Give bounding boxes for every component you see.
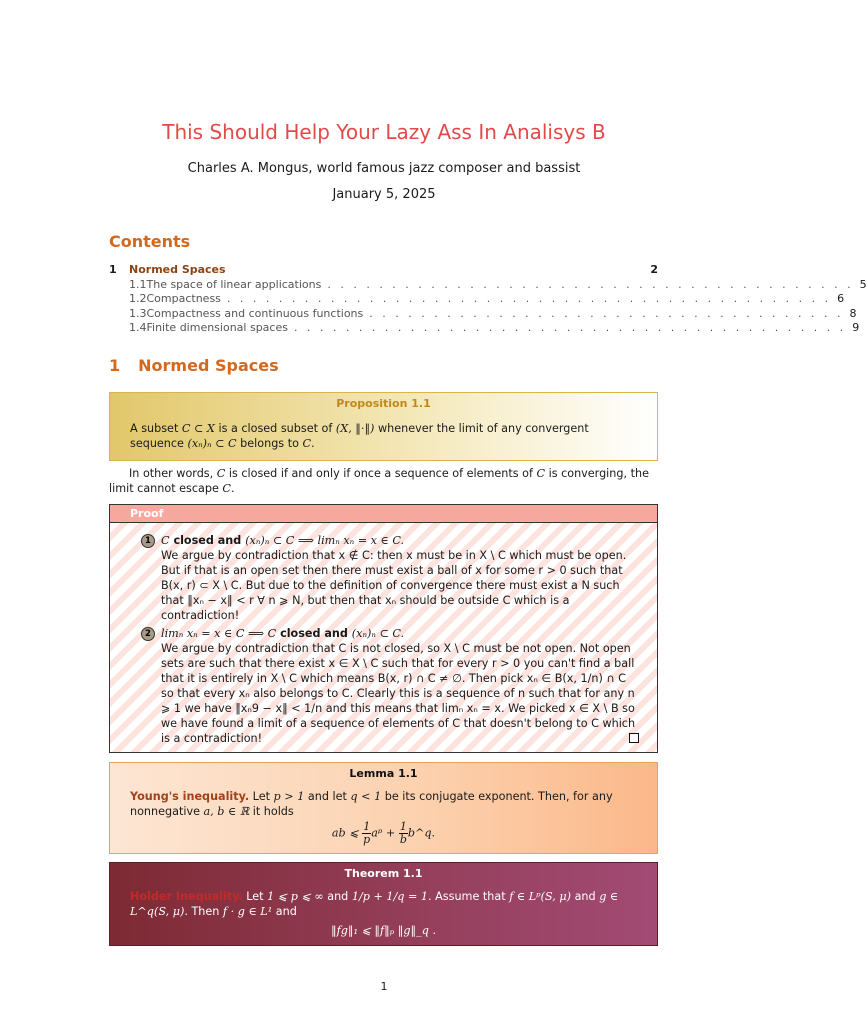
toc-entry[interactable]	[109, 292, 845, 307]
lemma-body	[110, 781, 657, 846]
text: .	[230, 482, 235, 495]
page-number: 1	[380, 980, 388, 993]
numerator: 1	[363, 820, 371, 833]
math: C	[222, 482, 231, 495]
text: it holds	[249, 805, 294, 818]
toc-label: Compactness and continuous functions	[146, 306, 364, 320]
text: Let	[242, 890, 268, 903]
text: belongs to	[236, 437, 303, 450]
proposition-box	[109, 392, 658, 461]
text: and	[323, 890, 352, 903]
document-date: January 5, 2025	[332, 187, 436, 202]
toc-page: 6	[837, 292, 845, 305]
text: is converging, the limit cannot escape	[109, 467, 649, 495]
proof-body	[110, 523, 657, 746]
fraction	[362, 821, 371, 846]
text: whenever the limit of any convergent sequence	[130, 422, 589, 450]
math: C	[536, 467, 546, 480]
math: 1 ⩽ p ⩽ ∞	[267, 890, 324, 903]
math: 1/p + 1/q = 1	[351, 890, 429, 903]
section-heading	[109, 356, 279, 375]
contents-heading: Contents	[109, 232, 191, 251]
proof-item-text: We argue by contradiction that C is not closed, so X \ C must be not open. Not open sets are such that there exist x ∈ X \ C such that for every r > 0 you can't find a ball that it is entirely in X \ C which means B(x, r) ∩ C ≠ ∅. Then pick xₙ ∈ B(x, 1/n) ∩ C so that every xₙ also belongs to C. Clearly this is a sequence of n such that for any n ⩾ 1 we have ‖xₙ9 − x‖ < 1/n and this means that limₙ xₙ = x. We picked x ∈ X \ B so we have found a limit of a sequence of elements of C that doesn't belong to C which is a contradiction!	[161, 642, 636, 745]
text: . Then	[184, 905, 223, 918]
proposition-title: Proposition 1.1	[336, 397, 431, 410]
table-of-contents	[109, 263, 867, 336]
lemma-box	[109, 762, 658, 854]
text: be its conjugate exponent. Then, for any nonnegative	[130, 790, 613, 818]
theorem-body	[110, 881, 657, 938]
text: A subset	[130, 422, 182, 435]
toc-page: 2	[650, 263, 658, 276]
math: (xₙ)ₙ ⊂ C	[187, 437, 237, 450]
author-line: Charles A. Mongus, world famous jazz composer and bassist	[187, 161, 581, 176]
toc-leader-dots: . . . . . . . . . . . . . . . . . . . . . . . . . . . . . . . . . . . . . . . . . . .	[293, 321, 847, 334]
text: and	[272, 905, 297, 918]
math: (X, ‖·‖)	[335, 422, 375, 435]
text: Let	[249, 790, 274, 803]
text: is a closed subset of	[214, 422, 336, 435]
body-paragraph	[109, 466, 658, 496]
text: closed and	[276, 627, 352, 640]
toc-label: Normed Spaces	[129, 263, 226, 276]
toc-label: Finite dimensional spaces	[146, 321, 288, 334]
math: (xₙ)ₙ ⊂ C.	[351, 627, 405, 640]
lemma-name: Young's inequality.	[130, 790, 250, 803]
toc-entry[interactable]	[109, 263, 658, 278]
toc-leader-dots: . . . . . . . . . . . . . . . . . . . . . . . . . . . . . . . . . . . . .	[369, 306, 844, 320]
numbered-bullet-icon: 2	[141, 627, 155, 641]
lemma-title: Lemma 1.1	[349, 767, 418, 780]
toc-label: Compactness	[146, 292, 221, 305]
math: (xₙ)ₙ ⊂ C ⟹ limₙ xₙ = x ∈ C.	[245, 534, 405, 547]
math: f ∈ Lᵖ(S, μ)	[509, 890, 572, 903]
document-title: This Should Help Your Lazy Ass In Analisys B	[162, 120, 606, 144]
lemma-equation	[130, 821, 637, 846]
toc-number: 1.4	[129, 321, 147, 334]
math: f · g ∈ L¹	[222, 905, 273, 918]
proof-item	[145, 533, 637, 623]
toc-leader-dots: . . . . . . . . . . . . . . . . . . . . . . . . . . . . . . . . . . . . . . . . .	[327, 277, 854, 291]
proof-box	[109, 504, 658, 753]
proof-title: Proof	[110, 505, 657, 523]
numbered-bullet-icon: 1	[141, 534, 155, 548]
text: In other words,	[129, 467, 217, 480]
toc-number: 1.3	[129, 306, 147, 320]
toc-number: 1	[109, 263, 117, 276]
text: .	[311, 437, 315, 450]
denominator: b	[399, 833, 407, 846]
toc-entry[interactable]	[109, 306, 857, 322]
theorem-equation: ‖fg‖₁ ⩽ ‖f‖ₚ ‖g‖_q .	[330, 924, 437, 937]
denominator: p	[363, 833, 371, 846]
proof-item	[145, 626, 637, 746]
section-number: 1	[109, 356, 121, 375]
toc-page: 9	[852, 321, 860, 334]
theorem-title: Theorem 1.1	[344, 867, 423, 880]
toc-page: 5	[859, 277, 867, 291]
math: q < 1	[350, 790, 382, 803]
math: C	[161, 534, 170, 547]
section-title: Normed Spaces	[138, 356, 279, 375]
math: a, b ∈ ℝ	[203, 805, 250, 818]
fraction	[399, 821, 408, 846]
proof-item-text: We argue by contradiction that x ∉ C: then x must be in X \ C which must be open. But if that is an open set then there must exist a ball of x for some r > 0 such that B(x, r) ⊂ X \ C. But due to the definition of convergence there must exist a N such that ‖xₙ − x‖ < r ∀ n ⩾ N, but then that xₙ should be outside C which is a contradiction!	[161, 549, 627, 622]
text: and	[571, 890, 600, 903]
math: limₙ xₙ = x ∈ C ⟹ C	[161, 627, 277, 640]
numerator: 1	[399, 820, 407, 833]
theorem-name: Holder Inequality.	[130, 890, 243, 903]
math: b^q.	[407, 826, 436, 840]
qed-square-icon	[629, 733, 639, 743]
toc-entry[interactable]	[109, 321, 860, 336]
proposition-body	[110, 411, 657, 451]
math: C	[216, 467, 226, 480]
text: is closed if and only if once a sequence of elements of	[225, 467, 537, 480]
toc-label: The space of linear applications	[146, 277, 322, 291]
toc-entry[interactable]	[109, 277, 867, 293]
math: ab ⩽	[331, 826, 359, 840]
math: C	[302, 437, 312, 450]
toc-page: 8	[849, 306, 857, 320]
text: and let	[304, 790, 351, 803]
toc-leader-dots: . . . . . . . . . . . . . . . . . . . . . . . . . . . . . . . . . . . . . . . . . . . . . . .	[226, 292, 832, 305]
text: closed and	[169, 534, 246, 547]
math: C ⊂ X	[181, 422, 215, 435]
toc-number: 1.1	[129, 277, 147, 291]
math: g ∈ L^q(S, μ)	[130, 890, 619, 918]
toc-number: 1.2	[129, 292, 147, 305]
math: aᵖ +	[371, 826, 396, 840]
theorem-box	[109, 862, 658, 946]
math: p > 1	[273, 790, 305, 803]
text: . Assume that	[428, 890, 510, 903]
